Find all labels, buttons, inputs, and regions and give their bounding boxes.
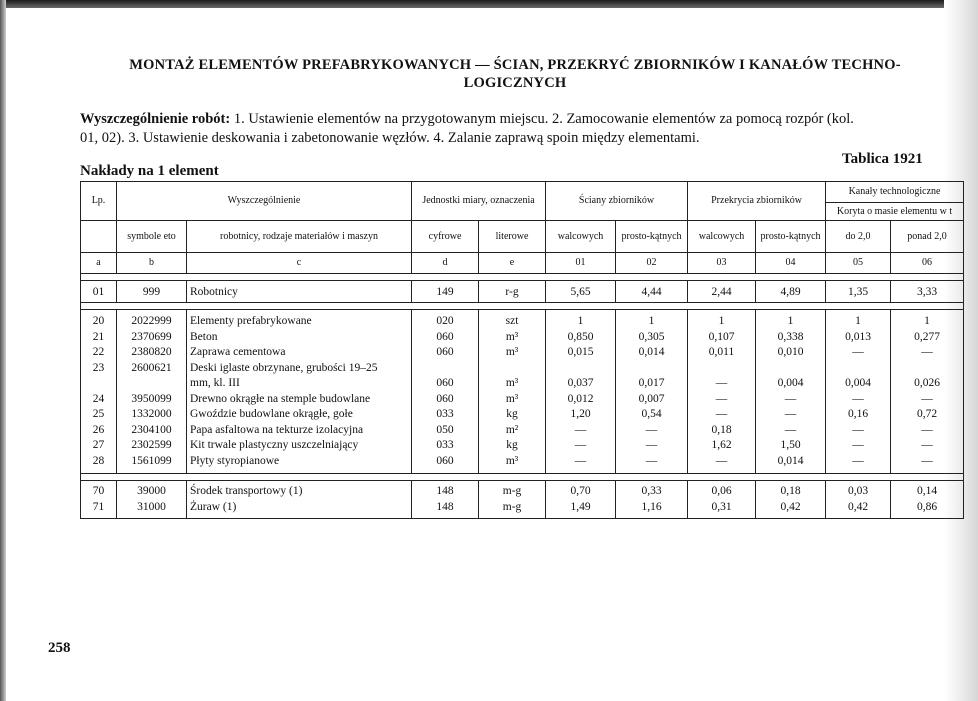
material-cyfrowe: 033 bbox=[436, 408, 454, 420]
material-name: Papa asfaltowa na tekturze izolacyjna bbox=[190, 423, 364, 436]
material-value: 0,18 bbox=[711, 423, 732, 436]
norms-table bbox=[80, 181, 964, 519]
material-value: — bbox=[784, 392, 797, 405]
materials-col-05 bbox=[826, 310, 891, 474]
index-cell: b bbox=[117, 253, 187, 274]
material-value: — bbox=[715, 377, 728, 389]
table-subtitle: Nakłady na 1 element bbox=[80, 163, 219, 179]
machine-value: 0,33 bbox=[641, 485, 662, 497]
header-symbole: symbole eto bbox=[117, 221, 187, 253]
machine-lp: 71 bbox=[92, 500, 105, 513]
page-left-edge bbox=[0, 0, 6, 701]
material-value: 0,037 bbox=[567, 377, 594, 389]
machine-value: 1,49 bbox=[570, 500, 591, 513]
header-kanaly: Kanały technologiczne bbox=[826, 182, 964, 203]
index-cell: 02 bbox=[616, 253, 688, 274]
materials-symbol-column bbox=[117, 310, 187, 474]
material-value: 1 bbox=[855, 315, 861, 327]
material-unit: szt bbox=[505, 315, 519, 327]
machines-literowe-column bbox=[479, 481, 546, 519]
material-value: — bbox=[921, 439, 933, 451]
material-unit: kg bbox=[506, 408, 518, 420]
materials-name-column bbox=[187, 310, 412, 474]
material-value: — bbox=[645, 454, 658, 467]
labor-value: 5,65 bbox=[546, 281, 616, 303]
material-cyfrowe: 020 bbox=[436, 315, 454, 327]
material-name: Zaprawa cementowa bbox=[190, 346, 286, 358]
machine-cyfrowe: 148 bbox=[436, 485, 454, 497]
machine-unit: m-g bbox=[502, 485, 522, 497]
material-symbol: 2022999 bbox=[131, 315, 172, 327]
header-cyfrowe: cyfrowe bbox=[412, 221, 479, 253]
material-value: — bbox=[574, 454, 587, 467]
machine-value: 0,06 bbox=[711, 485, 732, 497]
index-cell: d bbox=[412, 253, 479, 274]
material-cyfrowe: 060 bbox=[436, 346, 454, 358]
material-cyfrowe: 060 bbox=[436, 392, 454, 405]
machines-col-02 bbox=[616, 481, 688, 519]
material-value: 0,010 bbox=[777, 346, 804, 358]
material-value: 1 bbox=[577, 315, 584, 327]
labor-value: 3,33 bbox=[891, 281, 964, 303]
material-value: 0,017 bbox=[638, 377, 665, 389]
machine-cyfrowe: 148 bbox=[436, 500, 454, 513]
material-value: — bbox=[921, 454, 933, 467]
material-cyfrowe bbox=[412, 361, 478, 377]
machine-name: Żuraw (1) bbox=[190, 500, 237, 513]
material-value: 0,54 bbox=[641, 408, 662, 420]
index-cell: 05 bbox=[826, 253, 891, 274]
machines-col-03 bbox=[688, 481, 756, 519]
labor-value: 2,44 bbox=[688, 281, 756, 303]
material-value bbox=[756, 361, 825, 377]
material-value: 1,50 bbox=[780, 439, 801, 451]
header-walcowych-przekrycia: walcowych bbox=[688, 221, 756, 253]
material-value bbox=[891, 361, 963, 377]
labor-literowe: r-g bbox=[479, 281, 546, 303]
index-cell: 04 bbox=[756, 253, 826, 274]
machines-row bbox=[81, 481, 964, 519]
machine-symbol: 39000 bbox=[137, 485, 166, 497]
machines-cyfrowe-column bbox=[412, 481, 479, 519]
material-cyfrowe: 060 bbox=[436, 377, 454, 389]
material-unit: kg bbox=[506, 439, 518, 451]
machines-name-column bbox=[187, 481, 412, 519]
material-name: Płyty styropianowe bbox=[190, 454, 280, 467]
machine-value: 0,03 bbox=[847, 485, 869, 497]
material-value: — bbox=[852, 439, 864, 451]
material-symbol: 2380820 bbox=[131, 346, 172, 358]
material-cyfrowe: 060 bbox=[436, 454, 454, 467]
material-value bbox=[546, 361, 615, 377]
works-description-line-1: 1. Ustawienie elementów na przygotowanym miejscu. 2. Zamocowanie elementów za pomocą rozpór (kol. bbox=[230, 111, 854, 127]
material-cyfrowe: 060 bbox=[436, 330, 454, 343]
material-value: 1,62 bbox=[711, 439, 732, 451]
material-symbol: 1561099 bbox=[131, 454, 172, 467]
labor-value: 1,35 bbox=[826, 281, 891, 303]
materials-cyfrowe-column bbox=[412, 310, 479, 474]
machines-col-04 bbox=[756, 481, 826, 519]
material-value: 0,277 bbox=[914, 330, 940, 343]
index-cell: 06 bbox=[891, 253, 964, 274]
material-symbol: 1332000 bbox=[131, 408, 172, 420]
material-value: — bbox=[645, 423, 658, 436]
material-lp: 24 bbox=[92, 392, 105, 405]
material-name: Kit trwale plastyczny uszczelniający bbox=[190, 439, 359, 451]
machines-col-06 bbox=[891, 481, 964, 519]
material-unit: m² bbox=[505, 423, 519, 436]
material-cyfrowe: 050 bbox=[436, 423, 454, 436]
material-value: 1 bbox=[924, 315, 930, 327]
materials-col-01 bbox=[546, 310, 616, 474]
index-cell: a bbox=[81, 253, 117, 274]
machine-value: 0,42 bbox=[780, 500, 801, 513]
index-cell: 03 bbox=[688, 253, 756, 274]
material-symbol: 2302599 bbox=[131, 439, 172, 451]
material-value: — bbox=[784, 408, 797, 420]
header-prostokatnych-sciany: prosto-kątnych bbox=[616, 221, 688, 253]
material-value bbox=[826, 361, 890, 377]
machines-symbol-column bbox=[117, 481, 187, 519]
material-name: Gwoździe budowlane okrągłe, gołe bbox=[190, 408, 353, 420]
machines-col-05 bbox=[826, 481, 891, 519]
material-lp: 21 bbox=[92, 330, 105, 343]
header-do-2: do 2,0 bbox=[826, 221, 891, 253]
title-line-2: LOGICZNYCH bbox=[463, 75, 567, 91]
material-value bbox=[616, 361, 687, 377]
material-unit: m³ bbox=[505, 377, 519, 389]
material-value: 1 bbox=[718, 315, 725, 327]
material-symbol: 3950099 bbox=[131, 392, 172, 405]
index-cell: e bbox=[479, 253, 546, 274]
header-przekrycia: Przekrycia zbiorników bbox=[688, 182, 826, 221]
material-lp: 26 bbox=[92, 423, 105, 436]
material-lp: 22 bbox=[92, 346, 105, 358]
header-literowe: literowe bbox=[479, 221, 546, 253]
header-sciany: Ściany zbiorników bbox=[546, 182, 688, 221]
material-value: 0,012 bbox=[567, 392, 594, 405]
material-unit bbox=[479, 361, 545, 377]
material-value: 0,338 bbox=[777, 330, 804, 343]
material-value: — bbox=[574, 439, 587, 451]
machine-value: 0,42 bbox=[847, 500, 869, 513]
page-number: 258 bbox=[48, 640, 71, 656]
materials-lp-column bbox=[81, 310, 117, 474]
material-value: — bbox=[852, 454, 864, 467]
machines-col-01 bbox=[546, 481, 616, 519]
material-lp: 20 bbox=[92, 315, 105, 327]
machine-value: 0,70 bbox=[570, 485, 591, 497]
labor-value: 4,44 bbox=[616, 281, 688, 303]
materials-row bbox=[81, 310, 964, 474]
material-name: Deski iglaste obrzynane, grubości 19–25 bbox=[190, 361, 378, 374]
material-value: 0,72 bbox=[916, 408, 938, 420]
material-name: mm, kl. III bbox=[190, 377, 240, 389]
materials-col-04 bbox=[756, 310, 826, 474]
labor-cyfrowe: 149 bbox=[412, 281, 479, 303]
material-symbol: 2600621 bbox=[131, 361, 172, 374]
material-value: — bbox=[852, 346, 864, 358]
index-cell: 01 bbox=[546, 253, 616, 274]
material-value: — bbox=[715, 454, 728, 467]
machines-lp-column bbox=[81, 481, 117, 519]
material-value: 0,013 bbox=[845, 330, 871, 343]
machine-value: 0,86 bbox=[916, 500, 938, 513]
labor-lp: 01 bbox=[81, 281, 117, 303]
material-unit: m³ bbox=[505, 346, 519, 358]
works-description-line-2: 01, 02). 3. Ustawienie deskowania i zabetonowanie węzłów. 4. Zalanie zaprawą spoin między elementami. bbox=[80, 130, 700, 146]
material-value: — bbox=[921, 346, 933, 358]
machine-value: 0,14 bbox=[916, 485, 938, 497]
material-value: — bbox=[921, 392, 933, 405]
material-value: — bbox=[852, 423, 864, 436]
index-cell: c bbox=[187, 253, 412, 274]
machine-unit: m-g bbox=[502, 500, 522, 513]
material-value: 0,011 bbox=[708, 346, 735, 358]
material-value: 0,004 bbox=[777, 377, 804, 389]
materials-literowe-column bbox=[479, 310, 546, 474]
materials-col-02 bbox=[616, 310, 688, 474]
material-value: 0,014 bbox=[777, 454, 804, 467]
material-value: 0,850 bbox=[567, 330, 594, 343]
material-name: Elementy prefabrykowane bbox=[190, 315, 312, 327]
material-lp: 27 bbox=[92, 439, 105, 451]
material-value: 0,014 bbox=[638, 346, 665, 358]
material-value: 0,004 bbox=[845, 377, 871, 389]
material-value bbox=[688, 361, 755, 377]
material-name: Beton bbox=[190, 330, 218, 343]
machine-value: 0,31 bbox=[711, 500, 732, 513]
header-lp-continued bbox=[81, 221, 117, 253]
header-ponad-2: ponad 2,0 bbox=[891, 221, 964, 253]
materials-col-06 bbox=[891, 310, 964, 474]
header-jednostki: Jednostki miary, oznaczenia bbox=[412, 182, 546, 221]
header-koryta: Koryta o masie elementu w t bbox=[826, 203, 964, 221]
machine-symbol: 31000 bbox=[137, 500, 166, 513]
machine-name: Środek transportowy (1) bbox=[190, 485, 303, 497]
works-description-label: Wyszczególnienie robót: bbox=[80, 111, 231, 127]
header-walcowych-sciany: walcowych bbox=[546, 221, 616, 253]
material-cyfrowe: 033 bbox=[436, 439, 454, 451]
page-top-edge bbox=[0, 0, 978, 8]
material-unit: m³ bbox=[505, 330, 519, 343]
works-description bbox=[80, 110, 960, 148]
material-value: — bbox=[784, 423, 797, 436]
table-number: Tablica 1921 bbox=[842, 151, 923, 167]
labor-value: 4,89 bbox=[756, 281, 826, 303]
material-value: — bbox=[921, 423, 933, 436]
material-symbol: 2370699 bbox=[131, 330, 172, 343]
material-lp: 28 bbox=[92, 454, 105, 467]
index-row bbox=[81, 253, 964, 274]
labor-symbol: 999 bbox=[117, 281, 187, 303]
material-symbol: 2304100 bbox=[131, 423, 172, 436]
title-line-1: MONTAŻ ELEMENTÓW PREFABRYKOWANYCH — ŚCIAN, PRZEKRYĆ ZBIORNIKÓW I KANAŁÓW TECHNO- bbox=[129, 57, 901, 73]
material-value: 0,305 bbox=[638, 330, 665, 343]
labor-name: Robotnicy bbox=[187, 281, 412, 303]
materials-col-03 bbox=[688, 310, 756, 474]
material-value: 0,026 bbox=[914, 377, 940, 389]
material-value: 0,107 bbox=[708, 330, 735, 343]
header-robotnicy: robotnicy, rodzaje materiałów i maszyn bbox=[187, 221, 412, 253]
material-value: — bbox=[715, 408, 728, 420]
material-lp bbox=[81, 376, 116, 392]
header-prostokatnych-przekrycia: prosto-kątnych bbox=[756, 221, 826, 253]
material-value: — bbox=[715, 392, 728, 405]
machine-lp: 70 bbox=[92, 485, 105, 497]
material-value: — bbox=[852, 392, 864, 405]
material-lp: 25 bbox=[92, 408, 105, 420]
material-lp: 23 bbox=[92, 361, 105, 374]
header-lp: Lp. bbox=[81, 182, 117, 221]
material-value: 0,007 bbox=[638, 392, 665, 405]
material-value: — bbox=[574, 423, 587, 436]
material-value: 0,015 bbox=[567, 346, 594, 358]
machine-value: 0,18 bbox=[780, 485, 801, 497]
material-value: 1,20 bbox=[570, 408, 591, 420]
labor-row bbox=[81, 281, 964, 303]
machine-value: 1,16 bbox=[641, 500, 662, 513]
material-value: 0,16 bbox=[847, 408, 869, 420]
material-unit: m³ bbox=[505, 454, 519, 467]
material-name: Drewno okrągłe na stemple budowlane bbox=[190, 392, 371, 405]
material-value: 1 bbox=[787, 315, 794, 327]
material-value: — bbox=[645, 439, 658, 451]
material-unit: m³ bbox=[505, 392, 519, 405]
material-value: 1 bbox=[648, 315, 655, 327]
header-wyszczegolnienie: Wyszczególnienie bbox=[117, 182, 412, 221]
page-title bbox=[70, 56, 960, 92]
material-symbol bbox=[117, 376, 186, 392]
